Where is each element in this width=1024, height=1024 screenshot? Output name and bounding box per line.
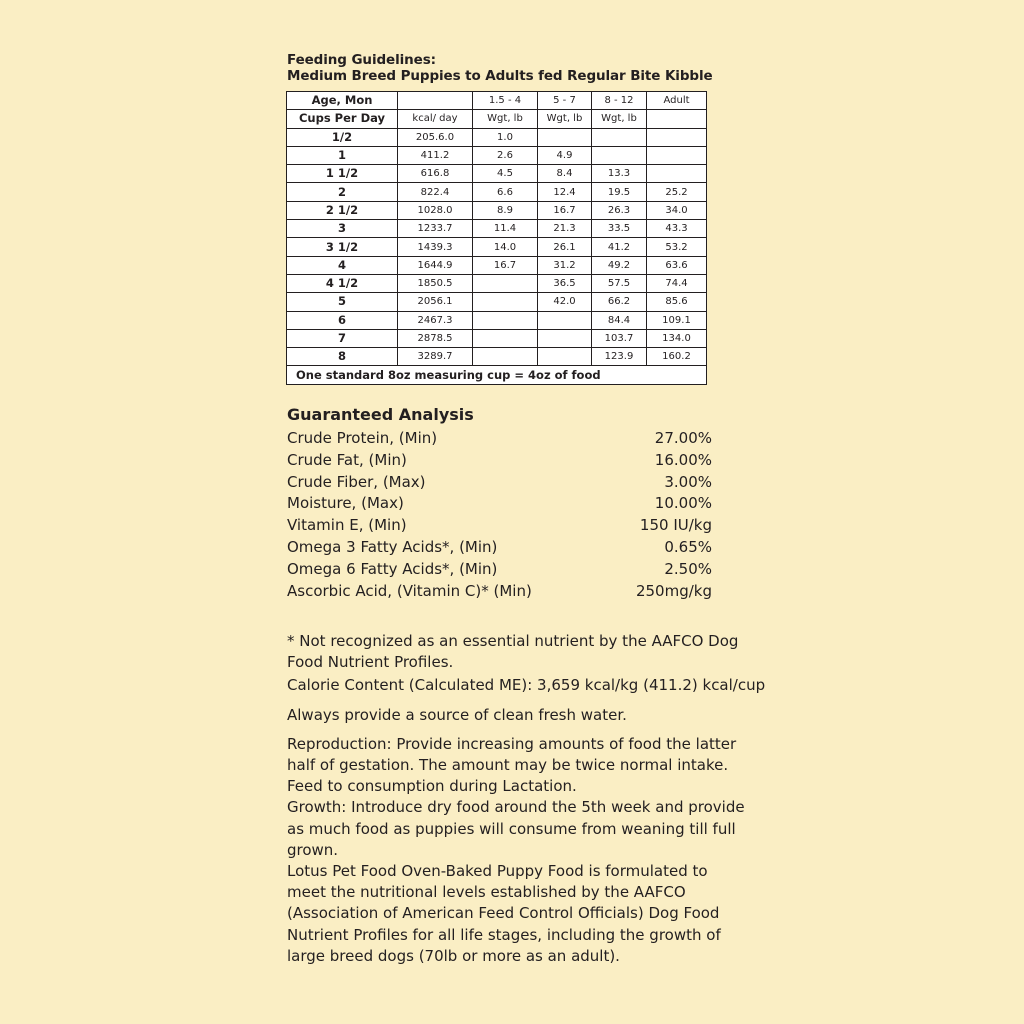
value-cell: 4.9 [538, 146, 592, 164]
table-row [287, 220, 707, 238]
value-cell: 1.0 [473, 128, 538, 146]
instruction-line: Lotus Pet Food Oven-Baked Puppy Food is formulated to [287, 862, 708, 881]
cups-cell: 4 [287, 256, 398, 274]
feeding-table-body [287, 128, 707, 366]
instruction-line: large breed dogs (70lb or more as an adult). [287, 946, 620, 965]
header-cell: Cups Per Day [287, 110, 398, 128]
analysis-row [287, 537, 712, 559]
value-cell: 11.4 [473, 220, 538, 238]
instruction-line: Growth: Introduce dry food around the 5th week and provide [287, 798, 745, 817]
value-cell: 49.2 [592, 256, 647, 274]
value-cell [592, 146, 647, 164]
value-cell: 19.5 [592, 183, 647, 201]
table-row [287, 201, 707, 219]
value-cell: 33.5 [592, 220, 647, 238]
value-cell: 3289.7 [398, 348, 473, 366]
value-cell [473, 348, 538, 366]
value-cell: 53.2 [647, 238, 707, 256]
table-footer-row [287, 366, 707, 384]
value-cell [538, 128, 592, 146]
value-cell: 34.0 [647, 201, 707, 219]
value-cell: 13.3 [592, 165, 647, 183]
value-cell [473, 329, 538, 347]
analysis-row [287, 559, 712, 581]
value-cell: 63.6 [647, 256, 707, 274]
instruction-line: Nutrient Profiles for all life stages, including the growth of [287, 925, 721, 944]
analysis-row [287, 515, 712, 537]
cups-cell: 7 [287, 329, 398, 347]
value-cell: 1233.7 [398, 220, 473, 238]
table-row [287, 165, 707, 183]
instruction-line: meet the nutritional levels established by the AAFCO [287, 883, 686, 902]
analysis-row [287, 472, 712, 494]
value-cell [647, 165, 707, 183]
value-cell: 205.6.0 [398, 128, 473, 146]
value-cell: 85.6 [647, 293, 707, 311]
value-cell: 1028.0 [398, 201, 473, 219]
value-cell: 42.0 [538, 293, 592, 311]
value-cell: 57.5 [592, 274, 647, 292]
cups-cell: 1 1/2 [287, 165, 398, 183]
value-cell: 1850.5 [398, 274, 473, 292]
analysis-name: Ascorbic Acid, (Vitamin C)* (Min) [287, 581, 532, 600]
value-cell: 822.4 [398, 183, 473, 201]
value-cell: 21.3 [538, 220, 592, 238]
value-cell: 84.4 [592, 311, 647, 329]
value-cell: 25.2 [647, 183, 707, 201]
value-cell: 8.9 [473, 201, 538, 219]
header-cell: 8 - 12 [592, 92, 647, 110]
header-cell: Wgt, lb [473, 110, 538, 128]
instruction-line: half of gestation. The amount may be twice normal intake. [287, 756, 729, 775]
analysis-name: Omega 3 Fatty Acids*, (Min) [287, 537, 498, 556]
header-cell: Wgt, lb [538, 110, 592, 128]
feeding-table [286, 91, 707, 385]
header-cell: 5 - 7 [538, 92, 592, 110]
header-cell: Age, Mon [287, 92, 398, 110]
feeding-title-line-1: Feeding Guidelines: [287, 52, 436, 68]
table-row [287, 293, 707, 311]
value-cell: 12.4 [538, 183, 592, 201]
analysis-value: 27.00% [654, 429, 712, 447]
value-cell: 6.6 [473, 183, 538, 201]
analysis-value: 150 IU/kg [639, 516, 712, 535]
cups-cell: 2 1/2 [287, 201, 398, 219]
measuring-cup-note: One standard 8oz measuring cup = 4oz of food [287, 366, 707, 384]
value-cell: 109.1 [647, 311, 707, 329]
cups-cell: 8 [287, 348, 398, 366]
feeding-title-line-2: Medium Breed Puppies to Adults fed Regular Bite Kibble [287, 68, 713, 84]
cups-cell: 4 1/2 [287, 274, 398, 292]
analysis-value: 16.00% [654, 450, 712, 469]
value-cell [592, 128, 647, 146]
value-cell: 616.8 [398, 165, 473, 183]
water-note: Always provide a source of clean fresh water. [287, 705, 627, 724]
value-cell [473, 293, 538, 311]
analysis-name: Vitamin E, (Min) [287, 516, 407, 535]
table-row [287, 274, 707, 292]
analysis-name: Crude Fat, (Min) [287, 450, 407, 469]
value-cell: 26.3 [592, 201, 647, 219]
value-cell: 16.7 [473, 256, 538, 274]
value-cell: 134.0 [647, 329, 707, 347]
footnote-line-1: * Not recognized as an essential nutrient by the AAFCO Dog [287, 632, 739, 650]
notes-section [287, 631, 787, 967]
calorie-content: Calorie Content (Calculated ME): 3,659 kcal/kg (411.2) kcal/cup [287, 676, 766, 695]
instruction-line: (Association of American Feed Control Officials) Dog Food [287, 904, 720, 923]
value-cell: 1644.9 [398, 256, 473, 274]
value-cell: 41.2 [592, 238, 647, 256]
table-header-row-cups [287, 110, 707, 128]
value-cell [538, 329, 592, 347]
value-cell [647, 128, 707, 146]
value-cell: 411.2 [398, 146, 473, 164]
value-cell: 1439.3 [398, 238, 473, 256]
cups-cell: 1/2 [287, 128, 398, 146]
value-cell: 16.7 [538, 201, 592, 219]
table-row [287, 146, 707, 164]
analysis-name: Crude Fiber, (Max) [287, 472, 426, 491]
value-cell: 26.1 [538, 238, 592, 256]
cups-cell: 3 [287, 220, 398, 238]
header-cell: 1.5 - 4 [473, 92, 538, 110]
analysis-row [287, 450, 712, 472]
analysis-value: 10.00% [654, 494, 712, 513]
instruction-line: grown. [287, 840, 339, 859]
value-cell: 123.9 [592, 348, 647, 366]
value-cell: 4.5 [473, 165, 538, 183]
table-row [287, 183, 707, 201]
header-cell: kcal/ day [398, 110, 473, 128]
analysis-name: Moisture, (Max) [287, 494, 404, 513]
value-cell: 14.0 [473, 238, 538, 256]
header-cell: Wgt, lb [592, 110, 647, 128]
value-cell [538, 348, 592, 366]
analysis-row [287, 428, 712, 450]
value-cell [473, 274, 538, 292]
table-row [287, 238, 707, 256]
value-cell [538, 311, 592, 329]
cups-cell: 5 [287, 293, 398, 311]
header-cell [398, 92, 473, 110]
value-cell [647, 146, 707, 164]
cups-cell: 6 [287, 311, 398, 329]
analysis-value: 250mg/kg [635, 581, 712, 600]
cups-cell: 3 1/2 [287, 238, 398, 256]
header-cell: Adult [647, 92, 707, 110]
value-cell [473, 311, 538, 329]
analysis-value: 3.00% [664, 472, 712, 491]
table-row [287, 329, 707, 347]
instruction-line: Feed to consumption during Lactation. [287, 777, 577, 796]
value-cell: 2878.5 [398, 329, 473, 347]
value-cell: 8.4 [538, 165, 592, 183]
value-cell: 43.3 [647, 220, 707, 238]
table-row [287, 256, 707, 274]
table-row [287, 348, 707, 366]
analysis-value: 0.65% [664, 537, 712, 556]
value-cell: 66.2 [592, 293, 647, 311]
analysis-row [287, 493, 712, 515]
value-cell: 2056.1 [398, 293, 473, 311]
analysis-name: Omega 6 Fatty Acids*, (Min) [287, 559, 498, 578]
table-header-row-age [287, 92, 707, 110]
value-cell: 74.4 [647, 274, 707, 292]
footnote-line-2: Food Nutrient Profiles. [287, 653, 454, 672]
guaranteed-analysis-list [287, 428, 712, 602]
value-cell: 160.2 [647, 348, 707, 366]
analysis-value: 2.50% [664, 559, 712, 578]
value-cell: 2467.3 [398, 311, 473, 329]
value-cell: 31.2 [538, 256, 592, 274]
instruction-line: as much food as puppies will consume from weaning till full [287, 819, 736, 838]
header-cell [647, 110, 707, 128]
table-row [287, 311, 707, 329]
cups-cell: 1 [287, 146, 398, 164]
table-row [287, 128, 707, 146]
feeding-instructions [287, 734, 787, 967]
analysis-row [287, 581, 712, 603]
value-cell: 2.6 [473, 146, 538, 164]
instruction-line: Reproduction: Provide increasing amounts of food the latter [287, 734, 737, 753]
cups-cell: 2 [287, 183, 398, 201]
guaranteed-analysis-title: Guaranteed Analysis [287, 405, 474, 424]
analysis-name: Crude Protein, (Min) [287, 429, 438, 447]
value-cell: 36.5 [538, 274, 592, 292]
feeding-guidelines-title [287, 52, 713, 84]
value-cell: 103.7 [592, 329, 647, 347]
